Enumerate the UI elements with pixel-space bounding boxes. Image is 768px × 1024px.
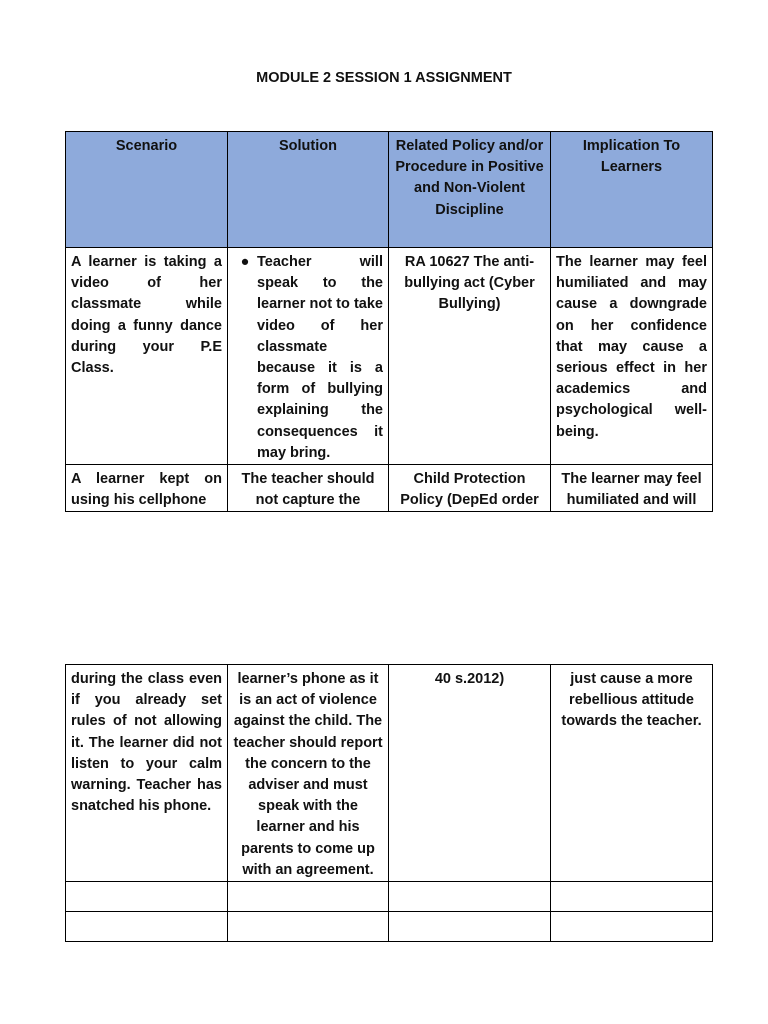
row1-solution: Teacher will speak to the learner not to take video of her classmate because it is a form of bullying explaining the consequences it may bring.: [257, 254, 383, 461]
row2-scenario-cont: during the class even if you already set rules of not allowing it. The learner did not listen to your calm warning. Teacher has snatched his phone.: [66, 665, 228, 882]
empty-cell: [551, 912, 713, 942]
table-row-empty: [66, 912, 713, 942]
row1-solution-cell: [228, 248, 389, 465]
row1-scenario: A learner is taking a video of her classmate while doing a funny dance during your P.E Class.: [66, 248, 228, 465]
row2-scenario-start: A learner kept on using his cellphone: [66, 465, 228, 512]
table-row-empty: [66, 882, 713, 912]
empty-cell: [66, 912, 228, 942]
row2-policy-start: Child Protection Policy (DepEd order: [389, 465, 551, 512]
row2-policy-cont: 40 s.2012): [389, 665, 551, 882]
header-solution: Solution: [228, 132, 389, 248]
row2-solution-start: The teacher should not capture the: [228, 465, 389, 512]
table-row: [66, 465, 713, 512]
row2-implication-start: The learner may feel humiliated and will: [551, 465, 713, 512]
header-scenario: Scenario: [66, 132, 228, 248]
page-title: MODULE 2 SESSION 1 ASSIGNMENT: [256, 70, 512, 86]
table-header-row: [66, 132, 713, 248]
empty-cell: [551, 882, 713, 912]
empty-cell: [228, 882, 389, 912]
assignment-table-page-bottom: [65, 664, 713, 942]
empty-cell: [228, 912, 389, 942]
assignment-table-page-top: [65, 131, 713, 512]
row1-policy: RA 10627 The anti-bullying act (Cyber Bullying): [389, 248, 551, 465]
table-row: [66, 665, 713, 882]
row2-solution-cont: learner’s phone as it is an act of violence against the child. The teacher should report the concern to the adviser and must speak with the learner and his parents to come up with an agreement.: [228, 665, 389, 882]
header-implication: Implication To Learners: [551, 132, 713, 248]
header-related-policy: Related Policy and/or Procedure in Positive and Non-Violent Discipline: [389, 132, 551, 248]
bullet-icon: ●: [240, 254, 250, 270]
empty-cell: [389, 912, 551, 942]
empty-cell: [389, 882, 551, 912]
row2-implication-cont: just cause a more rebellious attitude towards the teacher.: [551, 665, 713, 882]
empty-cell: [66, 882, 228, 912]
row1-implication: The learner may feel humiliated and may cause a downgrade on her confidence that may cause a serious effect in her academics and psychological well-being.: [551, 248, 713, 465]
table-row: [66, 248, 713, 465]
